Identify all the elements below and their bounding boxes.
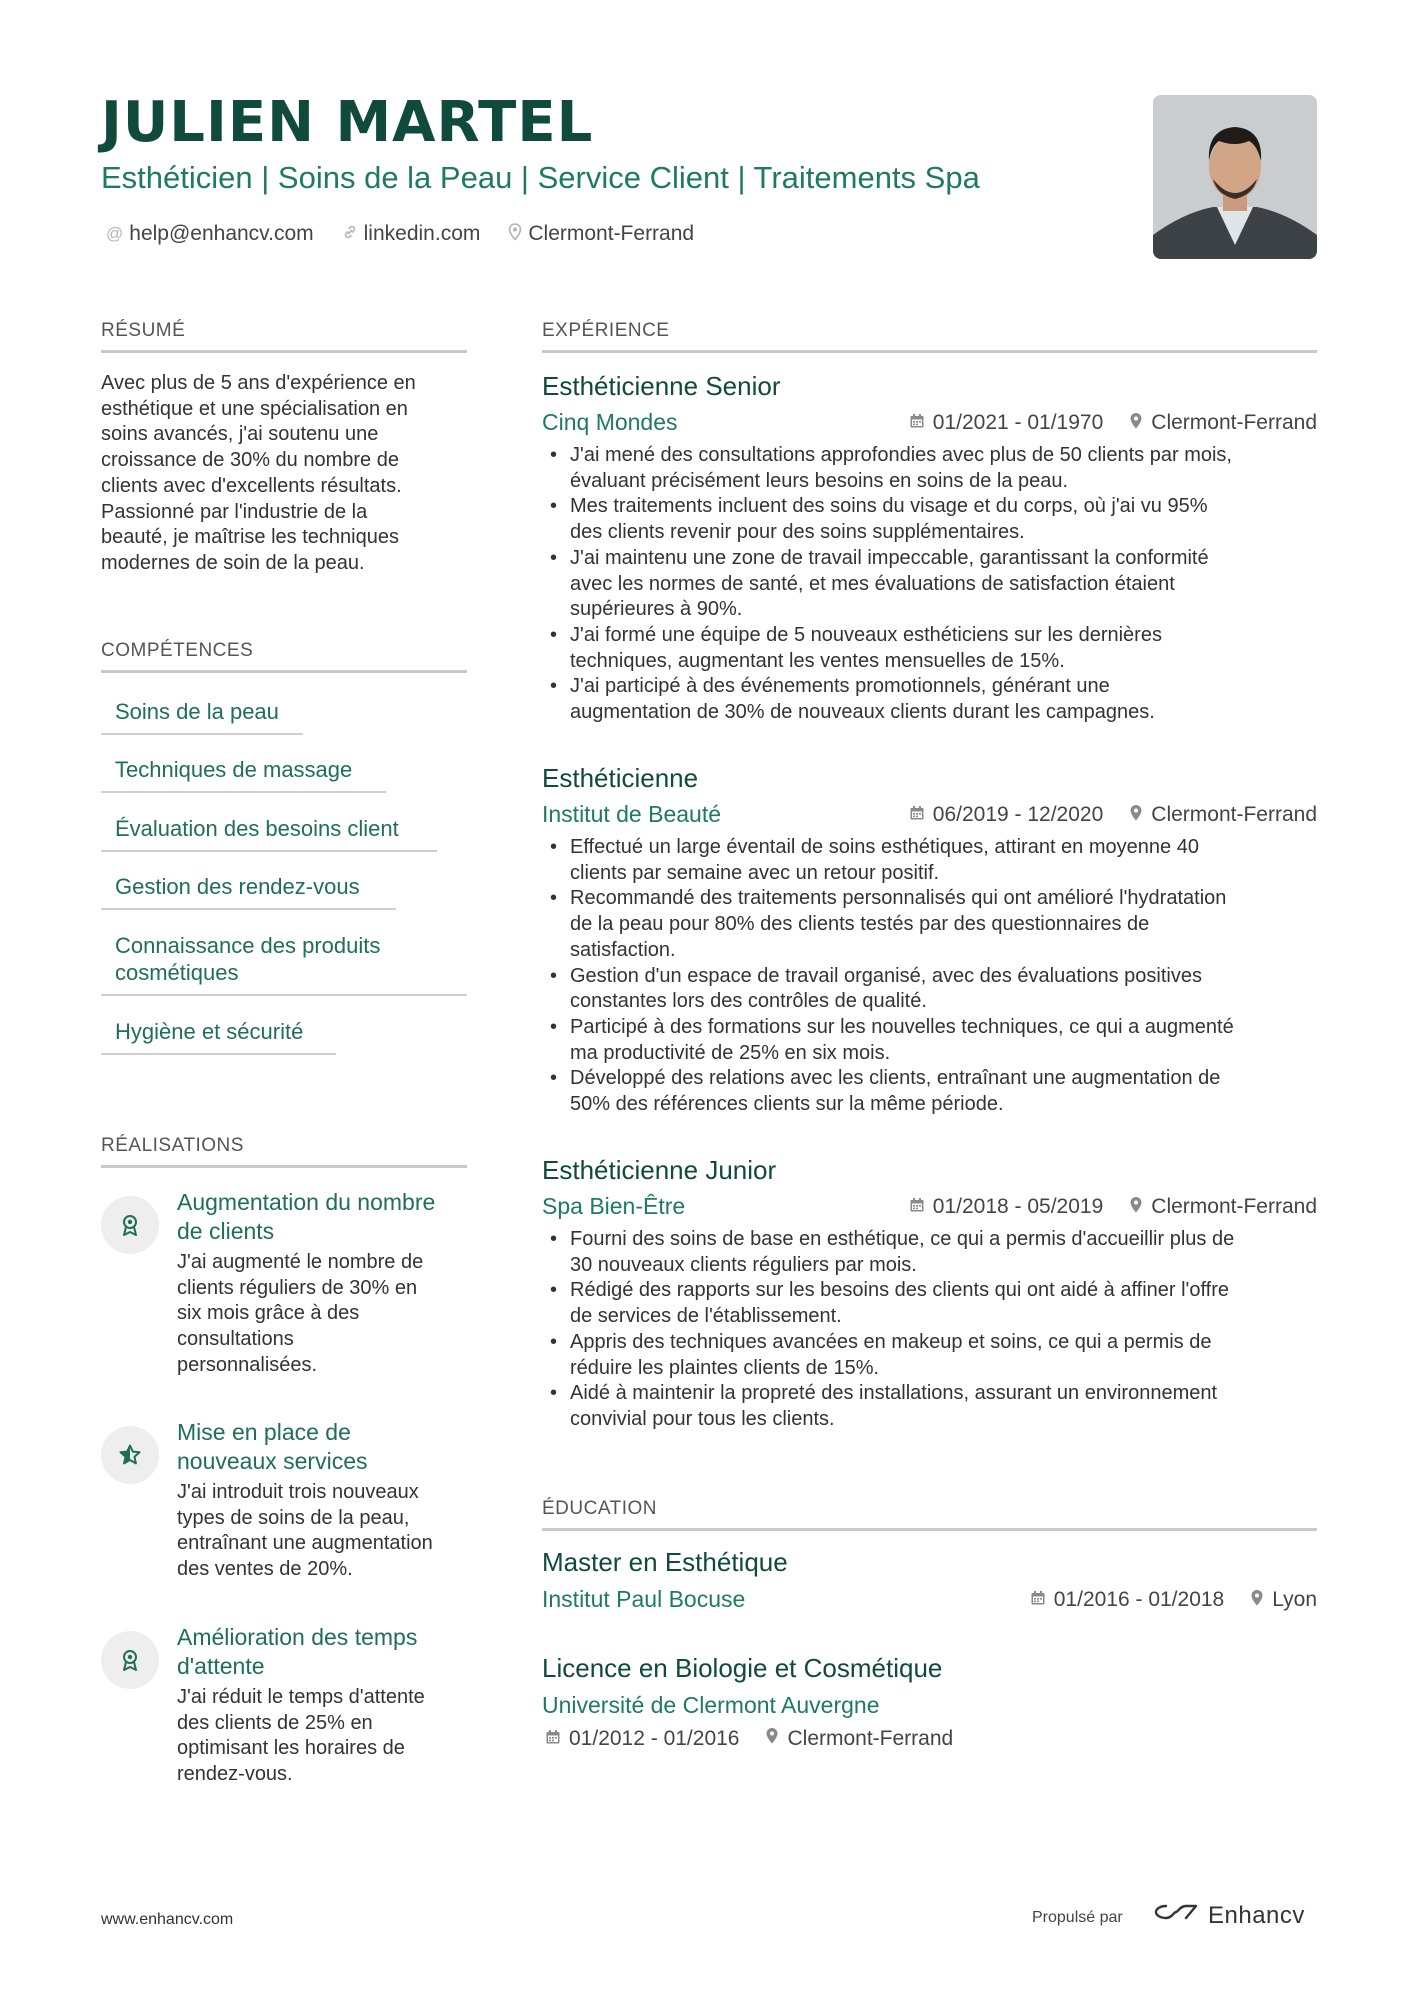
achievement-desc-line: J'ai introduit trois nouveaux <box>177 1481 419 1503</box>
bullet-item: • J'ai mené des consultations approfondies avec plus de 50 clients par mois, évaluant précisément leurs besoins en soins de la peau. <box>550 443 1320 494</box>
email-contact[interactable] <box>106 222 314 246</box>
achievement-title-line: Mise en place de <box>177 1419 351 1445</box>
achievement-desc-line: J'ai réduit le temps d'attente <box>177 1686 425 1708</box>
bullet-item: • Effectué un large éventail de soins esthétiques, attirant en moyenne 40 clients par semaine avec un retour positif. <box>550 835 1320 886</box>
bullet-item: • J'ai participé à des événements promotionnels, générant une augmentation de 30% de nouveaux clients durant les campagnes. <box>550 674 1320 725</box>
achievement-title-line: Augmentation du nombre <box>177 1189 436 1215</box>
job-dates <box>909 1195 1103 1219</box>
job-title: Esthéticienne Junior <box>542 1155 777 1185</box>
location-pin-icon <box>1129 804 1143 827</box>
calendar-icon <box>909 1197 925 1218</box>
company-name: Cinq Mondes <box>542 409 678 435</box>
education-heading: ÉDUCATION <box>542 1498 1317 1531</box>
job-location-text: Clermont-Ferrand <box>1151 411 1317 434</box>
skill-line: cosmétiques <box>115 960 239 985</box>
candidate-name: JULIEN MARTEL <box>101 90 594 155</box>
achievement-title <box>177 1188 477 1246</box>
achievement-description <box>177 1685 472 1788</box>
linkedin-text: linkedin.com <box>363 222 481 245</box>
award-ribbon-icon <box>101 1196 159 1254</box>
calendar-icon <box>545 1727 561 1751</box>
footer-url-link[interactable]: www.enhancv.com <box>101 1911 234 1928</box>
company-name: Institut de Beauté <box>542 801 722 827</box>
job-dates <box>909 411 1103 435</box>
job-dates-text: 01/2021 - 01/1970 <box>932 411 1104 434</box>
location-pin-icon <box>1129 1196 1143 1219</box>
school-name: Université de Clermont Auvergne <box>542 1692 880 1718</box>
degree-title: Licence en Biologie et Cosmétique <box>542 1653 943 1683</box>
profile-photo <box>1153 95 1317 259</box>
summary-line: soins avancés, j'ai soutenu une <box>101 423 379 446</box>
calendar-icon <box>909 413 925 434</box>
job-dates-text: 06/2019 - 12/2020 <box>932 803 1104 826</box>
star-icon <box>101 1426 159 1484</box>
job-meta <box>909 411 1317 435</box>
location-pin-icon <box>508 223 522 246</box>
location-pin-icon <box>765 1727 779 1751</box>
bullet-item: • Recommandé des traitements personnalisés qui ont amélioré l'hydratation de la peau pour 80% des clients testés par des questionnaires de satisfaction. <box>550 886 1320 963</box>
powered-by-label: Propulsé par <box>1032 1909 1123 1926</box>
achievement-description <box>177 1250 472 1379</box>
skill-line: Connaissance des produits <box>115 933 381 958</box>
achievement-desc-line: J'ai augmenté le nombre de <box>177 1251 424 1273</box>
achievement-desc-line: optimisant les horaires de <box>177 1737 405 1760</box>
bullet-item: • Gestion d'un espace de travail organisé, avec des évaluations positives constantes lors des contrôles de qualité. <box>550 964 1320 1015</box>
achievement-desc-line: types de soins de la peau, <box>177 1506 410 1529</box>
summary-line: Passionné par l'industrie de la <box>101 500 368 523</box>
bullet-item: • Participé à des formations sur les nouvelles techniques, ce qui a augmenté ma productivité de 25% en six mois. <box>550 1015 1320 1066</box>
achievements-heading: RÉALISATIONS <box>101 1135 467 1168</box>
experience-heading: EXPÉRIENCE <box>542 320 1317 353</box>
education-meta <box>545 1727 953 1751</box>
job-location <box>1129 1195 1317 1219</box>
education-dates <box>545 1727 739 1751</box>
degree-title: Master en Esthétique <box>542 1547 788 1577</box>
achievement-desc-line: des ventes de 20%. <box>177 1558 353 1581</box>
skill-tag: Gestion des rendez-vous <box>101 873 396 910</box>
award-ribbon-icon <box>101 1631 159 1689</box>
linkedin-contact[interactable] <box>342 222 481 246</box>
achievement-item <box>101 1188 471 1388</box>
job-bullets <box>550 1227 1320 1433</box>
skill-tag: Soins de la peau <box>101 698 303 735</box>
achievement-item <box>101 1623 471 1803</box>
education-location-text: Lyon <box>1272 1588 1317 1611</box>
enhancv-logo-text: Enhancv <box>1208 1901 1305 1929</box>
job-title: Esthéticienne <box>542 763 699 793</box>
bullet-item: • Mes traitements incluent des soins du visage et du corps, où j'ai vu 95% des clients revenir pour des soins supplémentaires. <box>550 494 1320 545</box>
achievement-title <box>177 1418 477 1476</box>
location-pin-icon <box>1129 412 1143 435</box>
company-name: Spa Bien-Être <box>542 1193 686 1219</box>
education-dates-text: 01/2012 - 01/2016 <box>569 1727 740 1750</box>
summary-heading: RÉSUMÉ <box>101 320 467 353</box>
job-location-text: Clermont-Ferrand <box>1151 803 1317 826</box>
education-dates-text: 01/2016 - 01/2018 <box>1053 1588 1225 1611</box>
achievement-title-line: Amélioration des temps <box>177 1624 418 1650</box>
contact-bar <box>106 222 694 246</box>
link-icon <box>342 224 358 245</box>
school-name: Institut Paul Bocuse <box>542 1586 746 1612</box>
achievement-desc-line: entraînant une augmentation <box>177 1532 433 1555</box>
headline: Esthéticien | Soins de la Peau | Service Client | Traitements Spa <box>101 160 980 195</box>
summary-line: clients avec d'excellents résultats. <box>101 474 402 497</box>
email-text: help@enhancv.com <box>129 222 314 245</box>
achievement-desc-line: des clients de 25% en <box>177 1711 373 1734</box>
achievement-item <box>101 1418 471 1598</box>
location-text: Clermont-Ferrand <box>528 222 695 245</box>
job-meta <box>909 803 1317 827</box>
skills-heading: COMPÉTENCES <box>101 640 467 673</box>
skill-tag: Évaluation des besoins client <box>101 815 437 852</box>
education-location <box>1250 1588 1317 1612</box>
job-bullets <box>550 443 1320 726</box>
bullet-item: • Fourni des soins de base en esthétique, ce qui a permis d'accueillir plus de 30 nouveaux clients réguliers par mois. <box>550 1227 1320 1278</box>
bullet-item: • Appris des techniques avancées en makeup et soins, ce qui a permis de réduire les plaintes clients de 15%. <box>550 1330 1320 1381</box>
summary-line: croissance de 30% du nombre de <box>101 449 399 472</box>
calendar-icon <box>909 805 925 826</box>
job-location-text: Clermont-Ferrand <box>1151 1195 1317 1218</box>
job-meta <box>909 1195 1317 1219</box>
achievement-desc-line: personnalisées. <box>177 1353 318 1376</box>
achievement-desc-line: clients réguliers de 30% en <box>177 1276 418 1299</box>
bullet-item: • J'ai formé une équipe de 5 nouveaux esthéticiens sur les dernières techniques, augmentant les ventes mensuelles de 15%. <box>550 623 1320 674</box>
education-location <box>765 1727 953 1751</box>
skill-tag-multiline <box>101 932 467 996</box>
education-meta <box>1030 1588 1317 1612</box>
education-location-text: Clermont-Ferrand <box>787 1727 954 1750</box>
achievement-desc-line: rendez-vous. <box>177 1763 293 1786</box>
skill-tag: Techniques de massage <box>101 756 386 793</box>
location-contact <box>508 222 694 246</box>
at-icon: @ <box>106 224 124 243</box>
job-location <box>1129 411 1317 435</box>
summary-line: Avec plus de 5 ans d'expérience en <box>101 372 416 394</box>
education-dates <box>1030 1588 1224 1612</box>
job-title: Esthéticienne Senior <box>542 371 781 401</box>
location-pin-icon <box>1250 1589 1264 1612</box>
job-dates-text: 01/2018 - 05/2019 <box>932 1195 1104 1218</box>
achievement-desc-line: six mois grâce à des <box>177 1302 360 1325</box>
achievement-title-line: de clients <box>177 1218 275 1244</box>
summary-line: modernes de soin de la peau. <box>101 551 365 574</box>
enhancv-logo-icon <box>1152 1900 1200 1931</box>
achievement-desc-line: consultations <box>177 1328 294 1351</box>
summary-text <box>101 371 471 577</box>
job-bullets <box>550 835 1320 1118</box>
bullet-item: • J'ai maintenu une zone de travail impeccable, garantissant la conformité avec les normes de santé, et mes évaluations de satisfaction étaient supérieures à 90%. <box>550 546 1320 623</box>
bullet-item: • Rédigé des rapports sur les besoins des clients qui ont aidé à affiner l'offre de services de l'établissement. <box>550 1278 1320 1329</box>
bullet-item: • Développé des relations avec les clients, entraînant une augmentation de 50% des références clients sur la même période. <box>550 1066 1320 1117</box>
summary-line: esthétique et une spécialisation en <box>101 397 408 420</box>
achievement-description <box>177 1480 472 1583</box>
summary-line: beauté, je maîtrise les techniques <box>101 526 399 549</box>
calendar-icon <box>1030 1590 1046 1611</box>
enhancv-logo[interactable] <box>1152 1900 1305 1931</box>
achievement-title <box>177 1623 477 1681</box>
bullet-item: • Aidé à maintenir la propreté des installations, assurant un environnement convivial pour tous les clients. <box>550 1381 1320 1432</box>
skill-tag: Hygiène et sécurité <box>101 1018 336 1055</box>
achievement-title-line: d'attente <box>177 1653 265 1679</box>
achievement-title-line: nouveaux services <box>177 1448 368 1474</box>
job-dates <box>909 803 1103 827</box>
job-location <box>1129 803 1317 827</box>
